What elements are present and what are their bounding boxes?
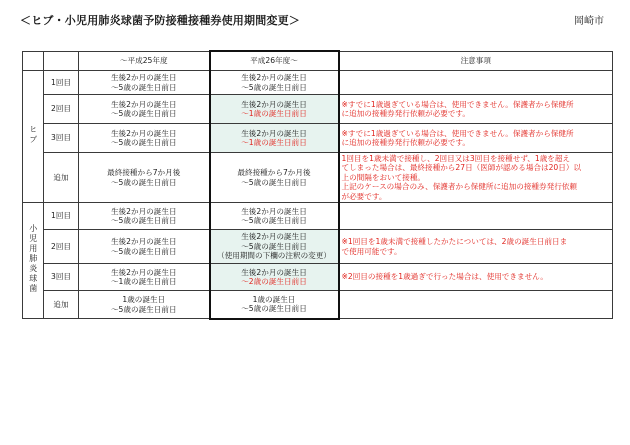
cell-line: 1回目を1歳未満で接種し、2回目又は3回目を接種せず、1歳を超え [341, 153, 571, 163]
table-row [23, 153, 613, 203]
period-h25 [79, 230, 210, 264]
cell-line: ～5歳の誕生日前日 [110, 177, 177, 187]
period-h26 [210, 153, 339, 203]
cell-line: ～1歳の誕生日前日 [110, 277, 177, 286]
note-cell [339, 230, 613, 264]
cell-line: に追加の接種券発行依頼が必要です。 [341, 109, 470, 118]
period-h26 [210, 95, 339, 124]
cell-line: 上記のケースの場合のみ、保護者から保健所に追加の接種券発行依頼 [341, 182, 577, 192]
cell-line: 生後2か月の誕生日 [110, 128, 177, 138]
note-cell [339, 153, 613, 203]
cell-line: ～5歳の誕生日前日 [110, 246, 177, 256]
cell-line: に追加の接種券発行依頼が必要です。 [341, 138, 470, 147]
cell-line: ～5歳の誕生日前日 [110, 216, 177, 225]
period-h26 [210, 71, 339, 95]
cell-line: 生後2か月の誕生日 [241, 128, 307, 138]
cell-line: ～5歳の誕生日前日 [241, 216, 307, 225]
cell-line: ～5歳の誕生日前日 [241, 241, 307, 251]
note-cell [339, 124, 613, 153]
period-h26 [210, 203, 339, 230]
cell-line: てしまった場合は、最終接種から27日（医師が認める場合は20日）以 [341, 163, 582, 173]
period-h26 [210, 124, 339, 153]
cell-line: ～1歳の誕生日前日 [241, 138, 307, 147]
cell-line: 生後2か月の誕生日 [241, 73, 307, 83]
dose-label: 2回目 [44, 230, 79, 264]
cell-line: ～5歳の誕生日前日 [110, 109, 177, 118]
cell-line: （使用期間の下欄の注釈の変更） [217, 251, 331, 261]
cell-line: ※1回目を1歳未満で接種したかたについては、2歳の誕生日前日ま [341, 237, 568, 247]
column-notes: 注意事項 [339, 51, 613, 71]
dose-label: 1回目 [44, 203, 79, 230]
cell-line: 生後2か月の誕生日 [241, 206, 307, 216]
schedule-table [22, 50, 613, 320]
cell-line: 1歳の誕生日 [122, 295, 166, 305]
column-h26: 平成26年度～ [210, 51, 339, 71]
table-row [23, 291, 613, 319]
note-cell [339, 203, 613, 230]
note-cell [339, 71, 613, 95]
cell-line: ～5歳の誕生日前日 [110, 138, 177, 147]
page-title: ＜ヒブ・小児用肺炎球菌予防接種接種券使用期間変更＞ [20, 14, 300, 27]
note-cell [339, 264, 613, 291]
cell-line: 生後2か月の誕生日 [241, 267, 307, 277]
period-h25 [79, 71, 210, 95]
note-cell [339, 95, 613, 124]
cell-line: 生後2か月の誕生日 [241, 99, 307, 109]
cell-line: ～1歳の誕生日前日 [241, 109, 307, 118]
cell-line: が必要です。 [341, 191, 387, 201]
dose-label: 3回目 [44, 124, 79, 153]
note-cell [339, 291, 613, 319]
blank-header [44, 51, 79, 71]
dose-label: 3回目 [44, 264, 79, 291]
cell-line: 生後2か月の誕生日 [110, 267, 177, 277]
period-h25 [79, 264, 210, 291]
cell-line: 最終接種から7か月後 [237, 168, 311, 178]
table-row [23, 230, 613, 264]
cell-line: ～5歳の誕生日前日 [241, 304, 307, 314]
group-label-text: ヒブ [28, 125, 38, 146]
cell-line: ※すでに1歳過ぎている場合は、使用できません。保護者から保健所 [341, 99, 574, 109]
cell-line: 上の間隔をおいて接種。 [341, 172, 426, 182]
table-row [23, 203, 613, 230]
cell-line: ～5歳の誕生日前日 [241, 177, 307, 187]
group-label-text: 小児用肺炎球菌 [28, 224, 38, 295]
group-label-hib [23, 71, 44, 203]
cell-line: ～2歳の誕生日前日 [241, 277, 307, 286]
period-h25 [79, 203, 210, 230]
table-row [23, 71, 613, 95]
period-h26 [210, 264, 339, 291]
table-row [23, 95, 613, 124]
table-row [23, 264, 613, 291]
cell-line: ～5歳の誕生日前日 [110, 82, 177, 92]
table-row [23, 124, 613, 153]
period-h25 [79, 153, 210, 203]
cell-line: ※2回目の接種を1歳過ぎで行った場合は、使用できません。 [341, 272, 548, 282]
blank-header [23, 51, 44, 71]
cell-line: ※すでに1歳過ぎている場合は、使用できません。保護者から保健所 [341, 128, 574, 138]
cell-line: 生後2か月の誕生日 [110, 206, 177, 216]
column-h25: ～平成25年度 [79, 51, 210, 71]
cell-line: ～5歳の誕生日前日 [241, 82, 307, 92]
header-row [23, 51, 613, 71]
period-h25 [79, 124, 210, 153]
period-h26 [210, 230, 339, 264]
period-h25 [79, 95, 210, 124]
dose-label: 追加 [44, 153, 79, 203]
city-name: 岡崎市 [574, 16, 604, 27]
cell-line: 最終接種から7か月後 [107, 168, 181, 178]
dose-label: 2回目 [44, 95, 79, 124]
cell-line: 生後2か月の誕生日 [241, 232, 307, 242]
period-h25 [79, 291, 210, 319]
cell-line: 生後2か月の誕生日 [110, 99, 177, 109]
cell-line: で使用可能です。 [341, 246, 402, 256]
dose-label: 1回目 [44, 71, 79, 95]
cell-line: 1歳の誕生日 [252, 294, 296, 304]
group-label-pneumo [23, 203, 44, 319]
cell-line: 生後2か月の誕生日 [110, 73, 177, 83]
cell-line: ～5歳の誕生日前日 [110, 304, 177, 314]
period-h26 [210, 291, 339, 319]
cell-line: 生後2か月の誕生日 [110, 237, 177, 247]
dose-label: 追加 [44, 291, 79, 319]
